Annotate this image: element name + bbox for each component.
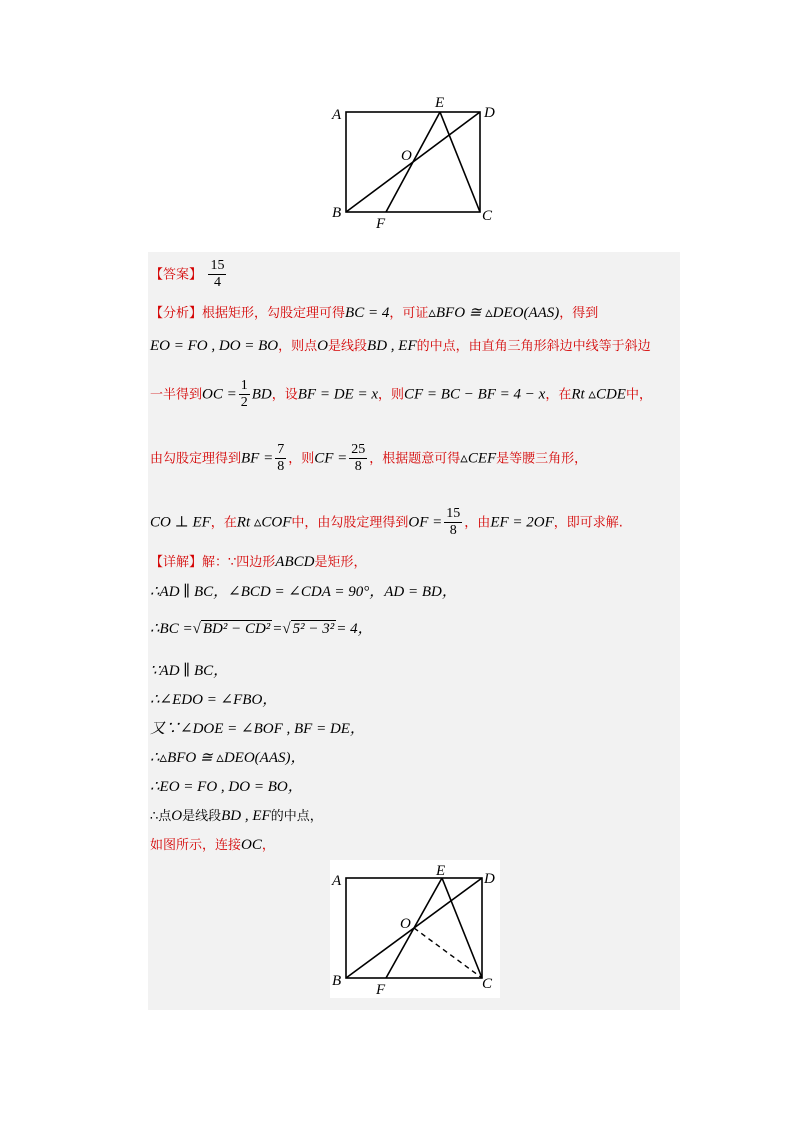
analysis-math: CF = BC − BF = 4 − x [404, 386, 546, 403]
label-a: A [332, 107, 342, 123]
analysis-math: CF = [314, 450, 348, 467]
analysis-text: ，可证 [389, 306, 429, 321]
label-e: E [435, 95, 445, 111]
analysis-math: BD [251, 386, 272, 403]
label-c: C [482, 208, 493, 224]
fraction-numerator: 25 [351, 442, 366, 457]
label-o: O [401, 148, 412, 164]
analysis-text: ，则 [377, 387, 404, 403]
analysis-line-2 [150, 337, 651, 356]
detail-math: = [272, 621, 283, 637]
detail-line-4: ∵AD ∥ BC， [150, 663, 229, 679]
analysis-math: BF = [241, 450, 274, 467]
detail-text: 的中点， [270, 809, 323, 824]
fraction-numerator: 1 [240, 378, 248, 393]
detail-text: 如图所示，连接 [150, 838, 242, 853]
detail-line-10 [150, 836, 275, 855]
label-b-2: B [332, 973, 342, 989]
detail-line-8: ∴EO = FO , DO = BO， [150, 779, 303, 795]
detail-text: 是线段 [182, 809, 222, 824]
figure-rectangle-1 [326, 92, 506, 232]
analysis-text: 是等腰三角形， [496, 451, 588, 467]
analysis-math: BF = DE = x [297, 386, 378, 403]
analysis-math: BD , EF [367, 338, 417, 354]
label-f-2: F [376, 982, 386, 998]
detail-text: ∴点 [150, 809, 172, 824]
detail-math: ∴BC = [150, 621, 193, 637]
analysis-line-1 [150, 304, 598, 323]
analysis-text: ，则 [288, 451, 315, 467]
segment-ef [386, 112, 440, 212]
answer-fraction [208, 258, 226, 291]
detail-math: BD , EF [221, 808, 271, 824]
detail-text: ， [261, 838, 275, 853]
analysis-text: 的中点，由直角三角形斜边中线等于斜边 [416, 339, 651, 354]
detail-math: O [171, 808, 183, 824]
analysis-text: ，即可求解. [553, 515, 623, 531]
detail-text: 是矩形， [314, 555, 367, 570]
analysis-math: Rt ▵COF [236, 514, 292, 531]
analysis-math: EF = 2OF [490, 514, 554, 531]
figure-1-svg [326, 92, 506, 232]
answer-numerator: 15 [210, 258, 225, 273]
answer-line [150, 258, 228, 291]
label-b: B [332, 205, 342, 221]
analysis-fraction [349, 442, 367, 475]
detail-line-5: ∴∠EDO = ∠FBO， [150, 692, 278, 708]
analysis-text: 根据矩形，勾股定理可得 [202, 306, 346, 321]
analysis-text: ，则点 [278, 339, 318, 354]
sqrt-sign: √ [282, 621, 291, 637]
analysis-text: 是线段 [328, 339, 368, 354]
detail-text: 解：∵四边形 [202, 555, 276, 570]
analysis-text: ，得到 [559, 306, 599, 321]
detail-tag: 【详解】 [150, 555, 203, 570]
fraction-numerator: 7 [277, 442, 285, 457]
fraction-denominator: 8 [354, 459, 362, 474]
answer-denominator: 4 [213, 275, 221, 290]
analysis-math: Rt ▵CDE [571, 386, 626, 403]
sqrt-radicand-2: 5² − 3² [292, 621, 335, 637]
analysis-fraction [444, 506, 462, 539]
label-a-2: A [332, 873, 342, 889]
figure-rectangle-2 [330, 860, 500, 998]
detail-math: OC [241, 837, 262, 853]
analysis-math: OF = [408, 514, 443, 531]
analysis-math: ▵CEF [460, 450, 497, 467]
detail-line-3 [150, 620, 373, 638]
label-e-2: E [436, 863, 446, 879]
analysis-math: OC = [202, 386, 237, 403]
detail-math: ABCD [275, 554, 315, 570]
answer-tag: 【答案】 [150, 267, 203, 283]
analysis-text: 一半得到 [150, 387, 203, 403]
fraction-denominator: 8 [277, 459, 285, 474]
label-f: F [376, 216, 386, 232]
fraction-denominator: 8 [449, 523, 457, 538]
analysis-text: ，根据题意可得 [369, 451, 461, 467]
analysis-text: ，在 [545, 387, 572, 403]
detail-line-1 [150, 553, 366, 572]
analysis-math: EO = FO , DO = BO [150, 338, 279, 354]
analysis-tag: 【分析】 [150, 306, 203, 321]
analysis-text: 中，由勾股定理得到 [291, 515, 409, 531]
analysis-line-5 [150, 506, 623, 539]
detail-line-6: 又∵∠DOE = ∠BOF , BF = DE， [150, 721, 365, 737]
label-o-2: O [400, 916, 411, 932]
detail-line-7: ∴▵BFO ≅ ▵DEO(AAS)， [150, 750, 306, 766]
analysis-math: CO ⊥ EF [150, 514, 211, 531]
label-c-2: C [482, 976, 493, 992]
analysis-fraction [275, 442, 286, 475]
analysis-text: ，由 [464, 515, 491, 531]
analysis-text: ，设 [271, 387, 298, 403]
sqrt-radicand-1: BD² − CD² [202, 621, 271, 637]
analysis-text: ，在 [210, 515, 237, 531]
analysis-line-3 [150, 378, 652, 411]
detail-math: = 4， [336, 621, 373, 637]
label-d-2: D [484, 871, 495, 887]
analysis-text: 中， [625, 387, 652, 403]
analysis-line-4 [150, 442, 587, 475]
fraction-numerator: 15 [446, 506, 461, 521]
analysis-math: BC = 4 [345, 305, 390, 321]
detail-line-2: ∴AD ∥ BC，∠BCD = ∠CDA = 90°，AD = BD， [150, 584, 457, 600]
figure-2-svg [330, 860, 500, 998]
sqrt-sign: √ [192, 621, 201, 637]
detail-line-9 [150, 807, 323, 826]
label-d: D [484, 105, 495, 121]
fraction-denominator: 2 [240, 395, 248, 410]
analysis-text: 由勾股定理得到 [150, 451, 242, 467]
analysis-math: O [317, 338, 329, 354]
analysis-math: ▵BFO ≅ ▵DEO(AAS) [428, 305, 560, 321]
analysis-fraction [239, 378, 250, 411]
